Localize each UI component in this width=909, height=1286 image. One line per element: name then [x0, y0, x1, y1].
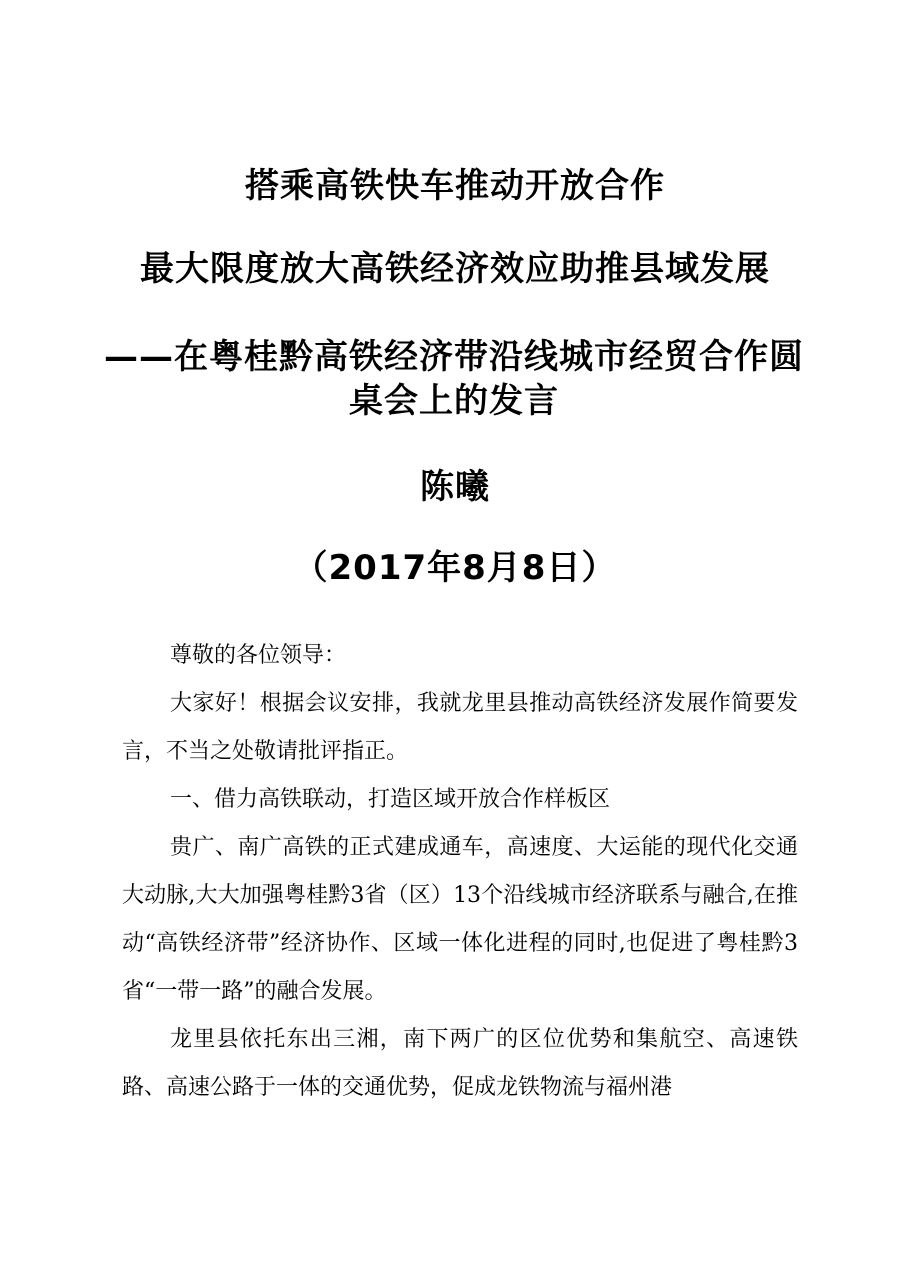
date: （2017年8月8日）	[293, 548, 617, 588]
subtitle: ——在粤桂黔高铁经济带沿线城市经贸合作圆桌会上的发言	[104, 337, 804, 421]
section-heading-1: 一、借力高铁联动，打造区域开放合作样板区	[170, 787, 611, 812]
paragraph-railway: 贵广、南广高铁的正式建成通车，高速度、大运能的现代化交通大动脉,大大加强粤桂黔3省（区）13个沿线城市经济联系与融合,在推动“高铁经济带”经济协作、区域一体化进程的同时,也促进了粤桂黔3省“一带一路”的融合发展。	[122, 835, 798, 1004]
paragraph-greeting: 大家好！根据会议安排，我就龙里县推动高铁经济发展作简要发言，不当之处敬请批评指正。	[122, 691, 798, 764]
title-line-1: 搭乘高铁快车推动开放合作	[245, 166, 665, 206]
salutation: 尊敬的各位领导：	[170, 643, 347, 668]
author: 陈曦	[420, 467, 490, 507]
title-line-2: 最大限度放大高铁经济效应助推县域发展	[140, 249, 770, 289]
paragraph-longli: 龙里县依托东出三湘，南下两广的区位优势和集航空、高速铁路、高速公路于一体的交通优势，促成龙铁物流与福州港	[122, 1027, 798, 1100]
